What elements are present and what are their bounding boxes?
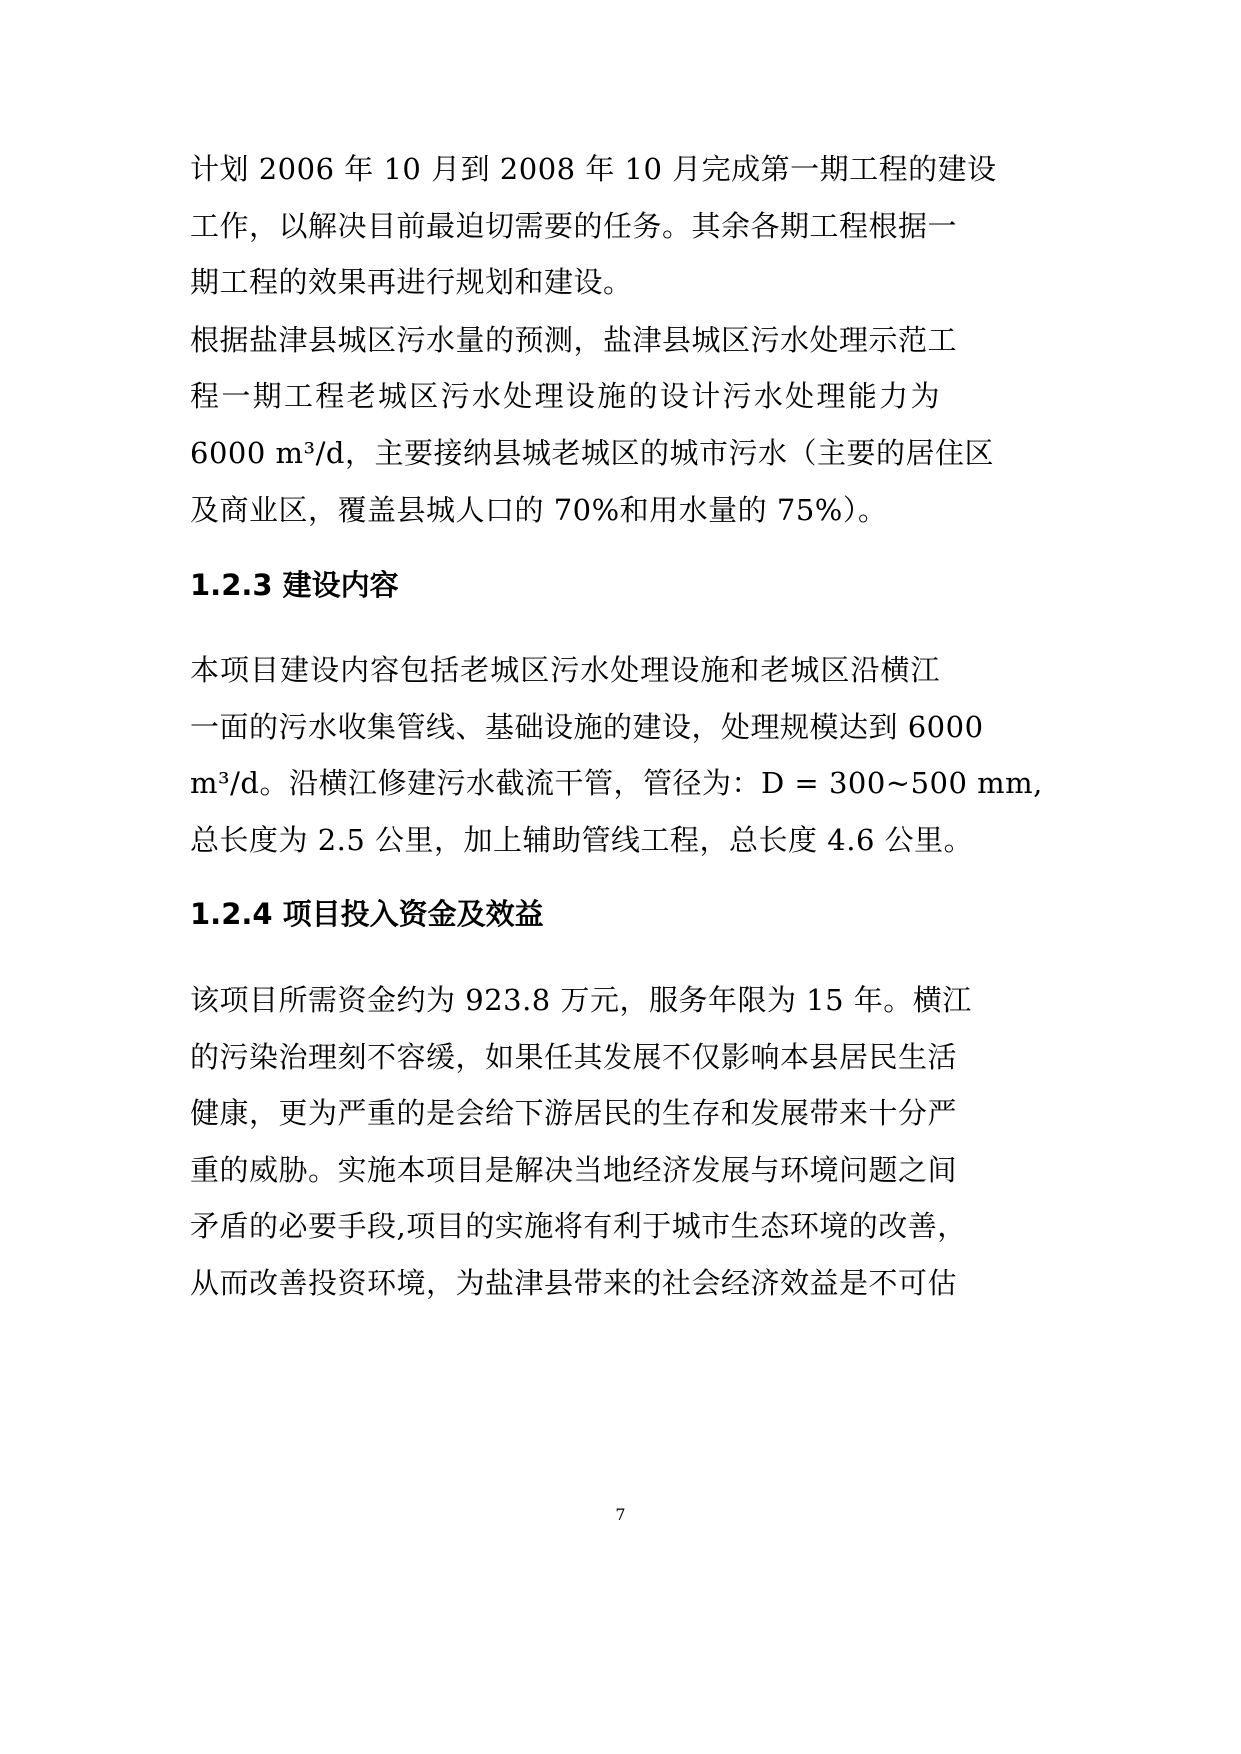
section-123-line-4: 总长度为 2.5 公里，加上辅助管线工程，总长度 4.6 公里。 bbox=[190, 823, 974, 857]
paragraph-2-line-2: 程一期工程老城区污水处理设施的设计污水处理能力为 bbox=[190, 379, 940, 413]
section-124-line-4: 重的威胁。实施本项目是解决当地经济发展与环境问题之间 bbox=[190, 1153, 958, 1187]
paragraph-2-line-1: 根据盐津县城区污水量的预测，盐津县城区污水处理示范工 bbox=[190, 323, 958, 357]
paragraph-2-line-3: 6000 m³/d，主要接纳县城老城区的城市污水（主要的居住区 bbox=[190, 436, 994, 470]
section-heading-1-2-4: 1.2.4 项目投入资金及效益 bbox=[190, 897, 544, 931]
section-124-line-2: 的污染治理刻不容缓，如果任其发展不仅影响本县居民生活 bbox=[190, 1040, 958, 1074]
section-heading-1-2-3: 1.2.3 建设内容 bbox=[190, 568, 399, 602]
paragraph-1-line-2: 工作，以解决目前最迫切需要的任务。其余各期工程根据一 bbox=[190, 209, 958, 243]
section-124-line-5: 矛盾的必要手段,项目的实施将有利于城市生态环境的改善， bbox=[190, 1209, 967, 1243]
section-124-line-3: 健康，更为严重的是会给下游居民的生存和发展带来十分严 bbox=[190, 1096, 958, 1130]
section-123-line-2: 一面的污水收集管线、基础设施的建设，处理规模达到 6000 bbox=[190, 710, 984, 744]
paragraph-2-line-4: 及商业区，覆盖县城人口的 70%和用水量的 75%）。 bbox=[190, 493, 888, 527]
section-124-line-1: 该项目所需资金约为 923.8 万元，服务年限为 15 年。横江 bbox=[190, 983, 972, 1017]
section-123-line-1: 本项目建设内容包括老城区污水处理设施和老城区沿横江 bbox=[190, 653, 940, 687]
section-123-line-3: m³/d。沿横江修建污水截流干管，管径为：D = 300~500 mm, bbox=[190, 766, 1043, 800]
section-124-line-6: 从而改善投资环境，为盐津县带来的社会经济效益是不可估 bbox=[190, 1266, 958, 1300]
paragraph-1-line-1: 计划 2006 年 10 月到 2008 年 10 月完成第一期工程的建设 bbox=[190, 152, 997, 186]
paragraph-1-line-3: 期工程的效果再进行规划和建设。 bbox=[190, 265, 633, 299]
page-number: 7 bbox=[615, 1505, 626, 1524]
